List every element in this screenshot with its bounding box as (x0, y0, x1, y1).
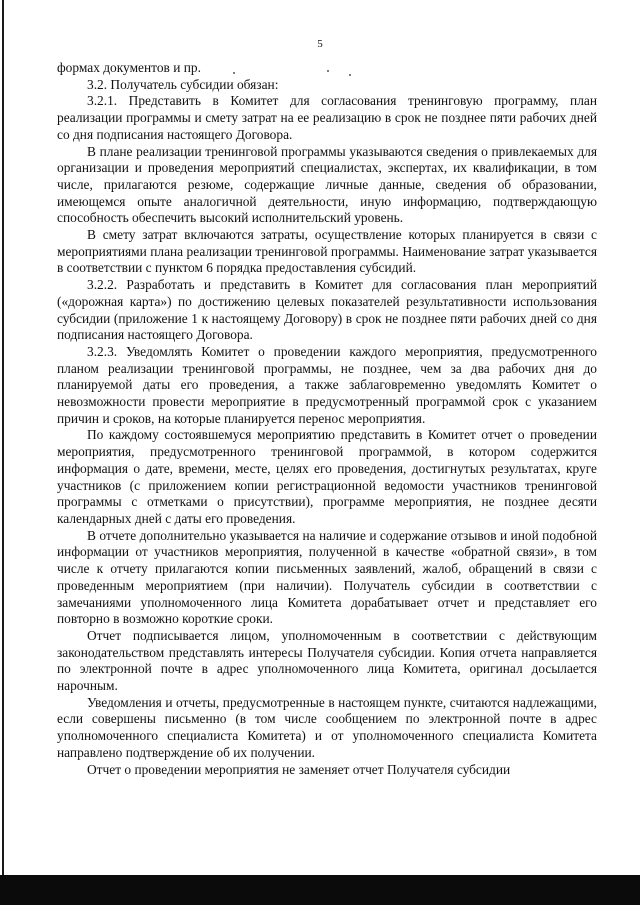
scan-left-edge (2, 0, 4, 875)
document-body (57, 60, 597, 778)
paragraph: В отчете дополнительно указывается на наличие и содержание отзывов и иной подобной информации от участников мероприятия, полученной в качестве «обратной связи», в том числе к отчету прилагаются копии письменных заявлений, жалоб, обращений в связи с проведенным мероприятием (при наличии). Получатель субсидии в соответствии с замечаниями уполномоченного лица Комитета дорабатывает отчет и представляет его повторно в возможно короткие сроки. (57, 527, 597, 627)
paragraph: В плане реализации тренинговой программы указываются сведения о привлекаемых для организации и проведения мероприятий специалистах, экспертах, их квалификации, в том числе, прилагаются резюме, содержащие личные данные, сведения об образовании, имеющемся опыте аналогичной деятельности, иную информацию, подтверждающую способность обеспечить высокий исполнительский уровень. (57, 143, 597, 226)
paragraph: 3.2.3. Уведомлять Комитет о проведении каждого мероприятия, предусмотренного планом реализации тренинговой программы, не позднее, чем за два рабочих дня до планируемой даты его проведения, а также заблаговременно уведомлять Комитет о невозможности провести мероприятие в предусмотренный программой срок с указанием причин и сроков, на которые планируется перенос мероприятия. (57, 343, 597, 426)
paragraph: Уведомления и отчеты, предусмотренные в настоящем пункте, считаются надлежащими, если совершены письменно (в том числе сообщением по электронной почте в адрес уполномоченного специалиста Комитета) и от уполномоченного специалиста Комитета направлено подтверждение об их получении. (57, 694, 597, 760)
paragraph: По каждому состоявшемуся мероприятию представить в Комитет отчет о проведении мероприятия, предусмотренного тренинговой программой, в котором содержится информация о дате, времени, месте, целях его проведения, достигнутых результатах, круге участников (с приложением копии регистрационной ведомости участников тренинговой программы с отметками о присутствии), программе мероприятия, не позднее десяти календарных дней с даты его проведения. (57, 427, 597, 526)
paragraph: Отчет подписывается лицом, уполномоченным в соответствии с действующим законодательством представлять интересы Получателя субсидии. Копия отчета направляется по электронной почте в адрес уполномоченного лица Комитета, оригинал досылается нарочным. (57, 627, 597, 694)
paragraph: Отчет о проведении мероприятия не заменяет отчет Получателя субсидии (87, 761, 511, 777)
page-number: 5 (317, 38, 323, 50)
paragraph: В смету затрат включаются затраты, осуществление которых планируется в связи с мероприятиями плана реализации тренинговой программы. Наименование затрат указывается в соответствии с пунктом 6 порядка предоставления субсидий. (57, 227, 597, 276)
paragraph: 3.2.2. Разработать и представить в Комитет для согласования план мероприятий («дорожная карта») по достижению целевых показателей результативности использования субсидии (приложение 1 к настоящему Договору) в срок не позднее пяти рабочих дней со дня подписания настоящего Договора. (57, 277, 597, 343)
scan-bottom-border (0, 875, 640, 905)
paragraph: 3.2.1. Представить в Комитет для согласования тренинговую программу, план реализации программы и смету затрат на ее реализацию в срок не позднее пяти рабочих дней со дня подписания настоящего Договора. (57, 93, 597, 142)
paragraph: формах документов и пр. (57, 60, 201, 75)
section-heading: 3.2. Получатель субсидии обязан: (87, 76, 279, 92)
